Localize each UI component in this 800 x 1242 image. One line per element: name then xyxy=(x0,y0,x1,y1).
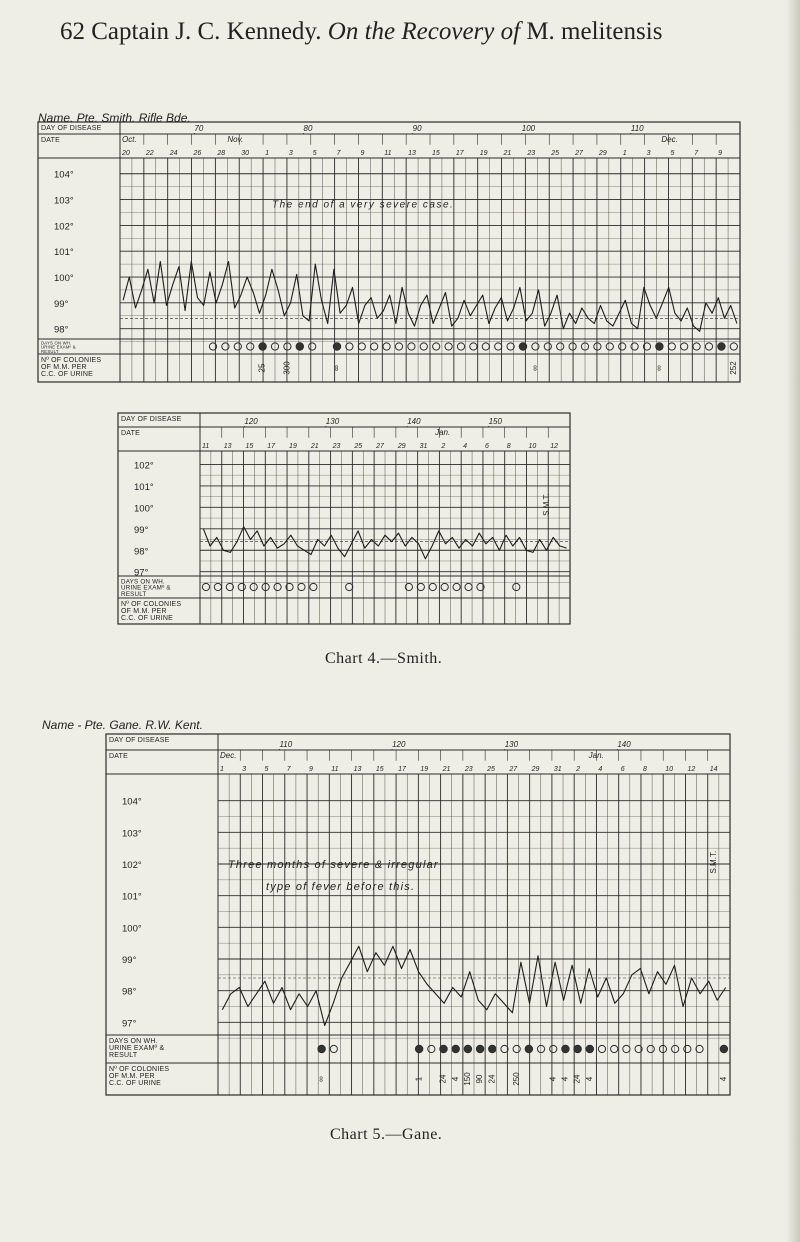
c4-date-tick-label: 7 xyxy=(336,150,341,157)
c4-temp-tick-label: 102° xyxy=(54,221,74,233)
c4b-date-tick-label: 17 xyxy=(267,443,276,450)
c4b-urine-negative xyxy=(346,583,353,590)
c4-urine-positive xyxy=(259,343,267,351)
c4-urine-negative xyxy=(619,343,626,350)
c4b-date-tick-label: 27 xyxy=(376,443,384,450)
c5-colony-count: 4 xyxy=(719,1076,729,1082)
c5-date-tick-label: 4 xyxy=(598,766,603,773)
c4-urine-negative xyxy=(569,343,576,350)
c4b-urine-label: URINE EXAMº & xyxy=(121,584,171,592)
c4b-temp-tick-label: 102° xyxy=(134,460,154,472)
c4b-date-tick-label: 23 xyxy=(332,443,341,450)
c5-date-tick-label: 19 xyxy=(420,766,429,773)
c4-urine-positive xyxy=(718,343,726,351)
c5-temp-tick-label: 101° xyxy=(122,891,142,903)
c4b-frame xyxy=(118,413,570,624)
c5-date-tick-label: 10 xyxy=(665,766,674,773)
c5-urine-positive xyxy=(415,1045,423,1053)
c4-urine-negative xyxy=(383,343,390,350)
c4-urine-negative xyxy=(408,343,415,350)
c4-urine-positive xyxy=(333,343,341,351)
c4-urine-positive xyxy=(296,343,304,351)
c4-urine-negative xyxy=(470,343,477,350)
c5-date-tick-label: 14 xyxy=(709,766,718,773)
c4-urine-negative xyxy=(668,343,675,350)
c4b-date-label: DATE xyxy=(121,430,140,437)
article-title: On the Recovery of xyxy=(327,18,521,45)
c4-urine-negative xyxy=(457,343,464,350)
c5-temp-tick-label: 98° xyxy=(122,986,137,998)
c5-urine-positive xyxy=(452,1045,460,1053)
c4b-date-tick-label: 21 xyxy=(310,443,319,450)
c5-date-label: DATE xyxy=(109,753,128,760)
c4-date-tick-label: 1 xyxy=(622,150,627,157)
c5-urine-negative xyxy=(611,1045,618,1052)
c4-date-tick-label: 5 xyxy=(670,150,675,157)
c4-date-tick-label: 1 xyxy=(265,150,269,157)
c4b-urine-negative xyxy=(298,583,305,590)
c4-colony-count: 252 xyxy=(728,361,738,375)
c5-urine-negative xyxy=(672,1045,679,1052)
c5-urine-positive xyxy=(720,1045,728,1053)
c4-day-tick-label: 80 xyxy=(303,124,313,133)
c4b-day-tick-label: 140 xyxy=(407,417,421,426)
c4b-date-tick-label: 6 xyxy=(484,443,489,450)
c4-urine-negative xyxy=(507,343,514,350)
c5-month-label: Jan. xyxy=(588,751,604,760)
chart-4-caption: Chart 4.—Smith. xyxy=(325,650,443,667)
c4b-date-tick-label: 25 xyxy=(354,443,363,450)
c4-colony-count: ∞ xyxy=(530,365,540,371)
c4-temp-tick-label: 100° xyxy=(54,273,74,285)
c4-date-tick-label: 22 xyxy=(145,150,154,157)
c4b-urine-negative xyxy=(417,583,424,590)
c5-urine-positive xyxy=(574,1045,582,1053)
c4-colony-count: ∞ xyxy=(654,365,664,371)
species-name: M. melitensis xyxy=(526,18,663,45)
c5-temp-tick-label: 100° xyxy=(122,923,142,935)
c5-urine-negative xyxy=(598,1045,605,1052)
c5-date-tick-label: 6 xyxy=(620,766,625,773)
c4-colonies-label: Nº OF COLONIES xyxy=(41,357,102,364)
c4-temp-tick-label: 104° xyxy=(54,169,74,181)
c4b-date-tick-label: 4 xyxy=(463,443,468,450)
c5-colony-count: 150 xyxy=(463,1072,473,1086)
c4-date-tick-label: 5 xyxy=(312,150,317,157)
c5-temp-tick-label: 103° xyxy=(122,828,142,840)
c5-day-tick-label: 120 xyxy=(392,740,406,749)
c5-urine-positive xyxy=(586,1045,594,1053)
c4b-date-tick-label: 15 xyxy=(245,443,254,450)
c4-urine-negative xyxy=(544,343,551,350)
c5-colony-count: 4 xyxy=(548,1076,558,1082)
c5-temp-tick-label: 104° xyxy=(122,796,142,808)
c4-date-tick-label: 30 xyxy=(241,150,250,157)
c5-urine-negative xyxy=(550,1045,557,1052)
c4b-date-tick-label: 13 xyxy=(223,443,232,450)
c4-date-tick-label: 23 xyxy=(527,150,536,157)
c4-colony-count: ∞ xyxy=(332,365,342,371)
c4b-day-label: DAY OF DISEASE xyxy=(121,416,182,423)
c4b-date-tick-label: 31 xyxy=(419,443,428,450)
c5-urine-negative xyxy=(537,1045,544,1052)
c5-urine-positive xyxy=(476,1045,484,1053)
c5-day-label: DAY OF DISEASE xyxy=(109,737,170,744)
c4-urine-label: URINE EXAMº & xyxy=(41,344,76,350)
c5-urine-positive xyxy=(318,1045,326,1053)
c4b-date-tick-label: 2 xyxy=(441,443,446,450)
c5-date-tick-label: 27 xyxy=(509,766,518,773)
c4-colonies-label: OF M.M. PER xyxy=(41,364,87,371)
c4b-date-tick-label: 11 xyxy=(202,443,210,450)
c4b-urine-negative xyxy=(453,583,460,590)
c5-annotation-line: Three months of severe & irregular xyxy=(228,859,439,871)
c4-day-label: DAY OF DISEASE xyxy=(41,125,102,132)
c4-urine-negative xyxy=(594,343,601,350)
c4-temp-tick-label: 98° xyxy=(54,324,69,336)
c4-urine-label: RESULT xyxy=(41,348,59,354)
c5-colony-count: 4 xyxy=(584,1076,594,1082)
c4b-day-tick-label: 150 xyxy=(488,417,502,426)
c5-urine-negative xyxy=(684,1045,691,1052)
c4b-temp-tick-label: 97° xyxy=(134,567,149,579)
c4-month-label: Nov. xyxy=(227,135,244,144)
c4b-colonies-label: Nº OF COLONIES xyxy=(121,601,182,608)
c5-temp-tick-label: 102° xyxy=(122,860,142,871)
c5-date-tick-label: 23 xyxy=(464,766,473,773)
c4b-urine-negative xyxy=(405,583,412,590)
c5-urine-label: DAYS ON WH. xyxy=(109,1038,158,1045)
c4-urine-negative xyxy=(234,343,241,350)
c5-urine-negative xyxy=(513,1045,520,1052)
c4-urine-negative xyxy=(309,343,316,350)
c5-date-tick-label: 7 xyxy=(286,766,291,773)
c5-date-tick-label: 2 xyxy=(576,766,581,773)
c5-colony-count: 1 xyxy=(414,1076,424,1082)
c4-date-tick-label: 17 xyxy=(455,150,464,157)
c4-date-tick-label: 15 xyxy=(432,150,440,157)
c4-urine-negative xyxy=(693,343,700,350)
c4b-urine-negative xyxy=(441,583,448,590)
c4-date-tick-label: 7 xyxy=(694,150,699,157)
c5-urine-negative xyxy=(623,1045,630,1052)
c4-date-tick-label: 24 xyxy=(169,150,178,157)
c4b-urine-negative xyxy=(465,583,472,590)
c4-day-tick-label: 110 xyxy=(630,124,644,133)
c4b-urine-negative xyxy=(226,583,233,590)
c5-colony-count: 24 xyxy=(438,1074,448,1084)
c5-urine-positive xyxy=(440,1045,448,1053)
c4b-temp-tick-label: 99° xyxy=(134,524,149,536)
c4-urine-negative xyxy=(445,343,452,350)
patient-name-smith: Name. Pte. Smith. Rifle Bde. xyxy=(38,111,191,125)
c5-date-tick-label: 29 xyxy=(531,766,540,773)
c5-date-tick-label: 21 xyxy=(442,766,451,773)
c5-date-tick-label: 8 xyxy=(642,766,647,773)
c5-day-tick-label: 140 xyxy=(617,740,631,749)
c5-day-tick-label: 130 xyxy=(504,740,519,749)
c5-urine-negative xyxy=(428,1045,435,1052)
c5-date-tick-label: 3 xyxy=(242,766,247,773)
c4b-urine-negative xyxy=(429,583,436,590)
c4-date-tick-label: 9 xyxy=(360,150,365,157)
c5-side-note: S.M.T. xyxy=(709,850,718,874)
c5-colony-count: 90 xyxy=(475,1074,485,1084)
c5-day-tick-label: 110 xyxy=(279,740,293,749)
c4b-date-tick-label: 29 xyxy=(397,443,406,450)
c4b-temp-tick-label: 98° xyxy=(134,546,149,558)
c5-colonies-label: OF M.M. PER xyxy=(109,1073,155,1080)
c4-month-label: Oct. xyxy=(122,135,137,144)
c4-temp-tick-label: 101° xyxy=(54,247,74,259)
page-number: 62 xyxy=(60,18,85,45)
c4-urine-negative xyxy=(346,343,353,350)
c5-date-tick-label: 12 xyxy=(687,766,696,773)
c5-colony-count: ∞ xyxy=(316,1076,326,1082)
c4-colony-count: 25 xyxy=(257,363,267,373)
c4b-day-tick-label: 120 xyxy=(244,417,258,426)
c4b-side-note: S.M.T. xyxy=(542,493,551,516)
c4-urine-negative xyxy=(395,343,402,350)
c5-date-tick-label: 9 xyxy=(309,766,313,773)
c4-urine-negative xyxy=(730,343,737,350)
c4b-date-tick-label: 19 xyxy=(289,443,297,450)
c4-date-tick-label: 26 xyxy=(193,150,202,157)
c4b-date-tick-label: 12 xyxy=(550,443,559,450)
c5-colony-count: 4 xyxy=(560,1076,570,1082)
c5-urine-positive xyxy=(464,1045,472,1053)
c4b-date-tick-label: 10 xyxy=(528,443,537,450)
c4-date-tick-label: 11 xyxy=(384,150,392,157)
page-edge-shadow xyxy=(786,0,800,1242)
c4-urine-label: DAYS ON WH. xyxy=(41,340,72,346)
c4b-temp-tick-label: 101° xyxy=(134,481,154,493)
c5-urine-negative xyxy=(696,1045,703,1052)
c4-urine-negative xyxy=(606,343,613,350)
c4-urine-negative xyxy=(495,343,502,350)
c5-urine-label: RESULT xyxy=(109,1052,138,1059)
c4b-date-tick-label: 8 xyxy=(506,443,511,450)
c5-urine-negative xyxy=(647,1045,654,1052)
c4-date-tick-label: 28 xyxy=(217,150,226,157)
c4b-urine-negative xyxy=(310,583,317,590)
c4-urine-positive xyxy=(656,343,664,351)
c4-month-label: Dec. xyxy=(661,135,678,144)
c5-date-tick-label: 31 xyxy=(553,766,562,773)
c4-date-tick-label: 20 xyxy=(122,150,130,157)
c4-urine-negative xyxy=(557,343,564,350)
c4-date-tick-label: 29 xyxy=(598,150,607,157)
c4-temp-tick-label: 99° xyxy=(54,298,69,310)
c4-urine-negative xyxy=(222,343,229,350)
c5-colonies-label: C.C. OF URINE xyxy=(109,1080,161,1087)
c4-date-tick-label: 25 xyxy=(551,150,560,157)
c4-date-tick-label: 3 xyxy=(288,150,293,157)
c5-temp-tick-label: 97° xyxy=(122,1018,137,1030)
c4-date-tick-label: 13 xyxy=(408,150,416,157)
c4b-urine-label: DAYS ON WH. xyxy=(121,578,165,586)
c5-colony-count: 24 xyxy=(572,1074,582,1084)
c4-urine-negative xyxy=(284,343,291,350)
c4-date-tick-label: 19 xyxy=(479,150,488,157)
c5-urine-positive xyxy=(488,1045,496,1053)
c5-date-tick-label: 11 xyxy=(331,766,339,773)
c4b-urine-label: RESULT xyxy=(121,590,147,598)
c4-colony-count: 300 xyxy=(282,361,292,375)
c4b-urine-negative xyxy=(274,583,281,590)
patient-name-gane: Name - Pte. Gane. R.W. Kent. xyxy=(42,718,203,732)
c5-colony-count: 250 xyxy=(511,1072,521,1086)
c5-date-tick-label: 13 xyxy=(353,766,362,773)
c4-urine-negative xyxy=(371,343,378,350)
c5-date-tick-label: 17 xyxy=(398,766,406,773)
author: Captain J. C. Kennedy. xyxy=(91,18,322,45)
c4b-urine-negative xyxy=(214,583,221,590)
c4-colonies-label: C.C. OF URINE xyxy=(41,371,93,378)
c4-day-tick-label: 100 xyxy=(521,124,536,133)
c4-urine-negative xyxy=(532,343,539,350)
c4-date-tick-label: 27 xyxy=(575,150,583,157)
c5-date-tick-label: 1 xyxy=(220,766,224,773)
c4-urine-positive xyxy=(519,343,527,351)
c5-urine-positive xyxy=(562,1045,570,1053)
c4-temp-tick-label: 103° xyxy=(54,195,74,207)
c5-colony-count: 4 xyxy=(450,1076,460,1082)
c5-temp-tick-label: 99° xyxy=(122,955,137,966)
c4b-colonies-label: C.C. OF URINE xyxy=(121,615,173,622)
c4b-urine-negative xyxy=(250,583,257,590)
c4-date-tick-label: 3 xyxy=(646,150,651,157)
c4-date-tick-label: 21 xyxy=(503,150,512,157)
c5-urine-negative xyxy=(330,1045,337,1052)
c4b-colonies-label: OF M.M. PER xyxy=(121,608,167,615)
c5-annotation-line: type of fever before this. xyxy=(266,881,416,894)
c4b-temp-tick-label: 100° xyxy=(134,503,154,515)
c4-urine-negative xyxy=(681,343,688,350)
c4-annotation: The end of a very severe case. xyxy=(272,199,455,211)
c4b-day-tick-label: 130 xyxy=(325,417,340,426)
c5-urine-label: URINE EXAMº & xyxy=(109,1045,165,1052)
c5-date-tick-label: 15 xyxy=(375,766,384,773)
c4-urine-negative xyxy=(482,343,489,350)
c4-urine-negative xyxy=(247,343,254,350)
c4-date-label: DATE xyxy=(41,137,60,144)
c5-urine-positive xyxy=(525,1045,533,1053)
c5-date-tick-label: 25 xyxy=(487,766,495,773)
c4b-month-label: Jan. xyxy=(435,428,451,437)
c4-urine-negative xyxy=(433,343,440,350)
c4-day-tick-label: 70 xyxy=(194,124,204,133)
c4b-urine-negative xyxy=(238,583,245,590)
c5-colonies-label: Nº OF COLONIES xyxy=(109,1066,170,1073)
chart-5-caption: Chart 5.—Gane. xyxy=(330,1126,443,1143)
c5-month-label: Dec. xyxy=(220,751,237,760)
c4-urine-negative xyxy=(420,343,427,350)
c5-colony-count: 24 xyxy=(487,1074,497,1084)
c4-urine-negative xyxy=(705,343,712,350)
c4b-urine-negative xyxy=(202,583,209,590)
c4-day-tick-label: 90 xyxy=(412,124,422,133)
c4b-urine-negative xyxy=(513,583,520,590)
c4-date-tick-label: 9 xyxy=(718,150,723,157)
c4-urine-negative xyxy=(358,343,365,350)
c5-date-tick-label: 5 xyxy=(264,766,269,773)
c4-urine-negative xyxy=(631,343,638,350)
